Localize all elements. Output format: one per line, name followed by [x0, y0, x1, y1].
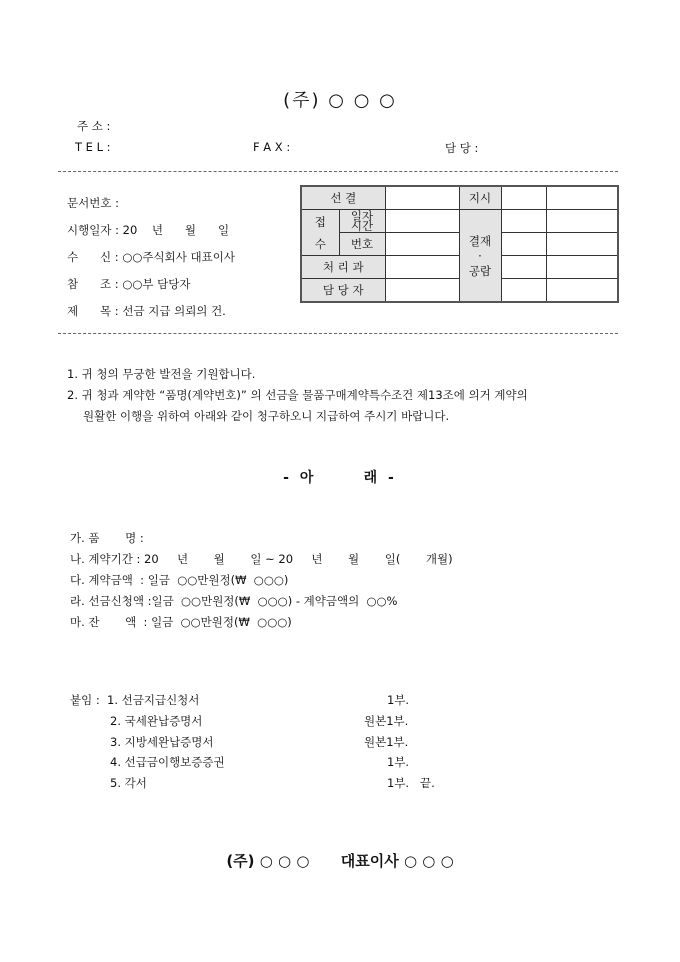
body-paragraph-1: 1. 귀 청의 무궁한 발전을 기원합니다.: [67, 367, 256, 381]
address-label: 주 소 :: [77, 119, 111, 133]
datetime-label: [339, 210, 385, 233]
receipt-label-a: 접: [314, 214, 326, 229]
divider: [58, 333, 618, 334]
review-label: 공람: [468, 263, 492, 278]
dept-label: 처 리 과: [301, 256, 385, 279]
approval-review-label: [459, 210, 501, 303]
item-balance: 마. 잔 액 : 일금 ○○만원정(₩ ○○○): [70, 615, 292, 629]
attachment-name: 3. 지방세완납증명서: [110, 735, 214, 749]
item-advance: 라. 선금신청액 :일금 ○○만원정(₩ ○○○) - 계약금액의 ○○%: [70, 594, 398, 608]
attachment-name: 1. 선금지급신청서: [107, 693, 200, 707]
body-paragraph-2: 2. 귀 청과 계약한 “품명(계약번호)” 의 선금을 물품구매계약특수조건 제13조에 의거 계약의: [67, 388, 528, 402]
receipt-label: [301, 210, 339, 256]
doc-number: 문서번호 :: [67, 196, 119, 210]
attachment-qty: 원본1부.: [364, 735, 409, 749]
notice-heading: - 아 래 -: [283, 470, 397, 486]
attachment-qty: 1부.: [387, 693, 410, 707]
issue-date: 시행일자 : 20 년 월 일: [67, 223, 230, 237]
number-label: 번호: [339, 233, 385, 256]
recipient: 수 신 : ○○주식회사 대표이사: [67, 250, 235, 264]
receipt-label-b: 수: [314, 236, 326, 251]
attachment-name: 4. 선급금이행보증증권: [110, 755, 225, 769]
attachment-qty: 원본1부.: [364, 714, 409, 728]
item-period: 나. 계약기간 : 20 년 월 일 ~ 20 년 월 일( 개월): [70, 552, 453, 566]
approval-table: [300, 185, 619, 303]
attachment-qty: 1부.: [387, 755, 410, 769]
item-name: 가. 품 명 :: [70, 531, 144, 545]
divider: [58, 171, 618, 172]
directive-label: 지시: [459, 186, 501, 210]
signature: (주) ○ ○ ○ 대표이사 ○ ○ ○: [226, 852, 454, 870]
prior-approval-label: 선 결: [301, 186, 385, 210]
tel-label: T E L :: [75, 140, 111, 154]
date-label: 일자: [350, 209, 374, 223]
company-title: (주) ○ ○ ○: [283, 90, 397, 111]
attachment-qty: 1부. 끝.: [387, 776, 435, 790]
dot: ·: [478, 248, 482, 263]
item-amount: 다. 계약금액 : 일금 ○○만원정(₩ ○○○): [70, 573, 289, 587]
reference: 참 조 : ○○부 담당자: [67, 277, 191, 291]
approval-label: 결재: [468, 233, 492, 248]
attachments-label: 붙임 :: [70, 693, 100, 707]
subject: 제 목 : 선금 지급 의뢰의 건.: [67, 304, 226, 318]
attachment-name: 2. 국세완납증명서: [110, 714, 203, 728]
body-paragraph-2-cont: 원활한 이행을 위하여 아래와 같이 청구하오니 지급하여 주시기 바랍니다.: [83, 409, 450, 423]
manager-label: 담 당 :: [445, 141, 479, 155]
attachment-name: 5. 각서: [110, 776, 147, 790]
time-label: 시간: [350, 219, 374, 233]
fax-label: F A X :: [253, 140, 291, 154]
person-label: 담 당 자: [301, 279, 385, 303]
